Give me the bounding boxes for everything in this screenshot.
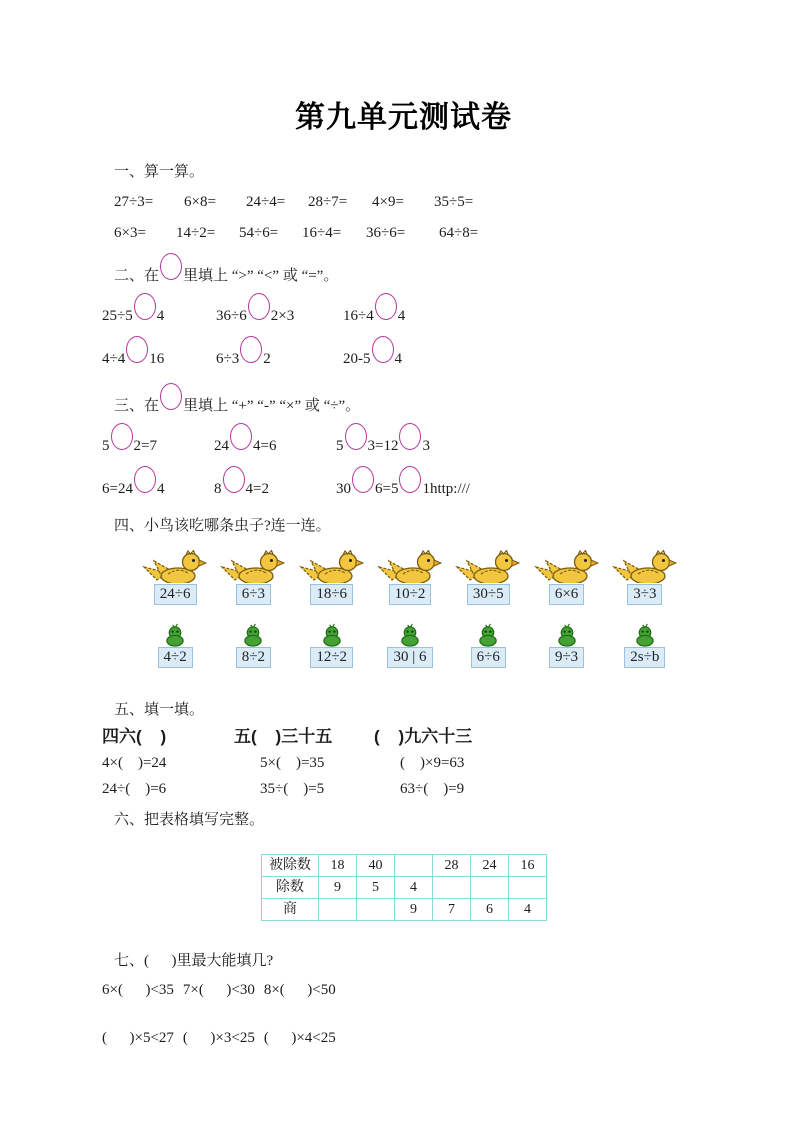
section-6-heading: 六、把表格填写完整。 — [114, 812, 265, 828]
max-fill-item: 8×( )<50 — [263, 982, 336, 998]
worm-label: 30 | 6 — [387, 647, 432, 668]
matching-area — [136, 550, 684, 668]
compare-row-2 — [102, 341, 693, 374]
compare-item: 6÷3 2 — [216, 341, 343, 374]
section-3-heading: 三、在 里填上 “+” “-” “×” 或 “÷”。 — [114, 388, 693, 422]
worm-label: 9÷3 — [549, 647, 584, 668]
max-fill-item: ( )×5<27 — [102, 1030, 174, 1046]
table-cell: 被除数 — [262, 855, 319, 877]
max-fill-row-2 — [102, 1027, 693, 1049]
table-cell: 除数 — [262, 877, 319, 899]
bird-label: 30÷5 — [467, 584, 510, 605]
fill-item: 5×( )=35 — [260, 755, 325, 771]
page-title: 第九单元测试卷 — [295, 101, 512, 134]
table-cell — [357, 899, 395, 921]
bird-icon — [377, 550, 443, 583]
table-cell: 40 — [357, 855, 395, 877]
section-4-heading: 四、小鸟该吃哪条虫子?连一连。 — [114, 518, 331, 534]
table-cell: 4 — [509, 899, 547, 921]
bird-icon — [612, 550, 678, 583]
bird-icon — [534, 550, 600, 583]
table-cell: 9 — [395, 899, 433, 921]
answer-circle — [134, 466, 156, 493]
table-cell: 16 — [509, 855, 547, 877]
bird-icon — [455, 550, 521, 583]
bird-column — [527, 550, 605, 605]
fill-item: 35÷( )=5 — [260, 781, 325, 797]
calc-item: 54÷6= — [239, 225, 279, 241]
fill-row-3 — [102, 778, 693, 800]
bird-label: 6÷3 — [236, 584, 271, 605]
max-fill-item: 6×( )<35 — [102, 982, 174, 998]
fill-item: 4×( )=24 — [102, 755, 167, 771]
max-fill-item: 7×( )<30 — [182, 982, 255, 998]
bird-column — [214, 550, 292, 605]
worm-label: 4÷2 — [158, 647, 193, 668]
table-cell: 4 — [395, 877, 433, 899]
worm-icon — [632, 623, 658, 647]
calc-item: 6×3= — [114, 225, 146, 241]
worm-icon — [554, 623, 580, 647]
answer-circle — [160, 253, 182, 280]
answer-circle — [345, 423, 367, 450]
calc-row-2 — [114, 223, 693, 244]
table-row — [262, 877, 547, 899]
table-cell: 9 — [319, 877, 357, 899]
table-cell: 24 — [471, 855, 509, 877]
bird-column — [293, 550, 371, 605]
calc-item: 4×9= — [372, 194, 404, 210]
fill-item: 24÷( )=6 — [102, 781, 167, 797]
worm-icon — [240, 623, 266, 647]
operator-item: 30 6=5 1http:/// — [336, 471, 693, 504]
bird-label: 6×6 — [549, 584, 584, 605]
operator-row-1 — [102, 428, 693, 461]
compare-item: 16÷4 4 — [343, 298, 693, 331]
table-cell — [471, 877, 509, 899]
section-7-heading: 七、( )里最大能填几? — [114, 953, 274, 969]
section-1-heading: 一、算一算。 — [114, 164, 205, 180]
bird-column — [136, 550, 214, 605]
table-cell — [433, 877, 471, 899]
worm-icon — [475, 623, 501, 647]
table-cell — [509, 877, 547, 899]
max-fill-row-1 — [102, 979, 693, 1001]
calc-item: 16÷4= — [302, 225, 342, 241]
fill-item: ( )九六十三 — [374, 727, 473, 746]
compare-item: 20-5 4 — [343, 341, 693, 374]
fill-item: ( )×9=63 — [400, 755, 465, 771]
operator-item: 8 4=2 — [214, 471, 336, 504]
table-cell — [395, 855, 433, 877]
answer-circle — [372, 336, 394, 363]
section-5-heading: 五、填一填。 — [114, 702, 205, 718]
answer-circle — [375, 293, 397, 320]
bird-label: 24÷6 — [154, 584, 197, 605]
table-cell: 6 — [471, 899, 509, 921]
worm-column — [527, 623, 605, 668]
max-fill-item: ( )×3<25 — [182, 1030, 255, 1046]
calc-item: 24÷4= — [246, 194, 286, 210]
answer-circle — [352, 466, 374, 493]
answer-circle — [248, 293, 270, 320]
bird-column — [449, 550, 527, 605]
bird-column — [371, 550, 449, 605]
compare-item: 25÷5 4 — [102, 298, 216, 331]
section-2-heading: 二、在 里填上 “>” “<” 或 “=”。 — [114, 258, 693, 292]
operator-row-2 — [102, 471, 693, 504]
worm-icon — [162, 623, 188, 647]
table-cell: 18 — [319, 855, 357, 877]
table-row — [262, 855, 547, 877]
table-cell — [319, 899, 357, 921]
fill-item: 五( )三十五 — [234, 727, 333, 746]
worm-label: 6÷6 — [471, 647, 506, 668]
table-cell: 28 — [433, 855, 471, 877]
compare-item: 36÷6 2×3 — [216, 298, 343, 331]
answer-circle — [399, 423, 421, 450]
operator-item: 24 4=6 — [214, 428, 336, 461]
bird-label: 18÷6 — [310, 584, 353, 605]
answer-circle — [240, 336, 262, 363]
worm-column — [136, 623, 214, 668]
fill-item: 四六( ) — [102, 727, 167, 746]
answer-circle — [160, 383, 182, 410]
answer-circle — [134, 293, 156, 320]
answer-circle — [126, 336, 148, 363]
operator-item: 5 2=7 — [102, 428, 214, 461]
worm-column — [293, 623, 371, 668]
fill-item: 63÷( )=9 — [400, 781, 465, 797]
fill-row-2 — [102, 752, 693, 774]
worm-column — [371, 623, 449, 668]
calc-item: 27÷3= — [114, 194, 154, 210]
bird-icon — [142, 550, 208, 583]
fill-bold-row — [102, 726, 693, 748]
table-cell: 7 — [433, 899, 471, 921]
calc-row-1 — [114, 192, 693, 213]
table-cell: 5 — [357, 877, 395, 899]
calc-item: 6×8= — [184, 194, 216, 210]
worm-icon — [397, 623, 423, 647]
worm-label: 12÷2 — [310, 647, 353, 668]
worm-column — [449, 623, 527, 668]
answer-circle — [111, 423, 133, 450]
calc-item: 14÷2= — [176, 225, 216, 241]
worm-icon — [319, 623, 345, 647]
calc-item: 36÷6= — [366, 225, 406, 241]
answer-circle — [399, 466, 421, 493]
bird-column — [606, 550, 684, 605]
operator-item: 6=24 4 — [102, 471, 214, 504]
operator-item: 5 3=12 3 — [336, 428, 693, 461]
worm-column — [606, 623, 684, 668]
table-cell: 商 — [262, 899, 319, 921]
table-row — [262, 899, 547, 921]
compare-item: 4÷4 16 — [102, 341, 216, 374]
bird-label: 10÷2 — [389, 584, 432, 605]
answer-circle — [223, 466, 245, 493]
bird-icon — [220, 550, 286, 583]
worm-label: 2s÷b — [624, 647, 665, 668]
compare-row-1 — [102, 298, 693, 331]
calc-item: 28÷7= — [308, 194, 348, 210]
division-table — [261, 854, 547, 921]
answer-circle — [230, 423, 252, 450]
calc-item: 64÷8= — [439, 225, 479, 241]
worm-label: 8÷2 — [236, 647, 271, 668]
calc-item: 35÷5= — [434, 194, 474, 210]
max-fill-item: ( )×4<25 — [263, 1030, 336, 1046]
worm-column — [214, 623, 292, 668]
bird-icon — [299, 550, 365, 583]
bird-label: 3÷3 — [627, 584, 662, 605]
